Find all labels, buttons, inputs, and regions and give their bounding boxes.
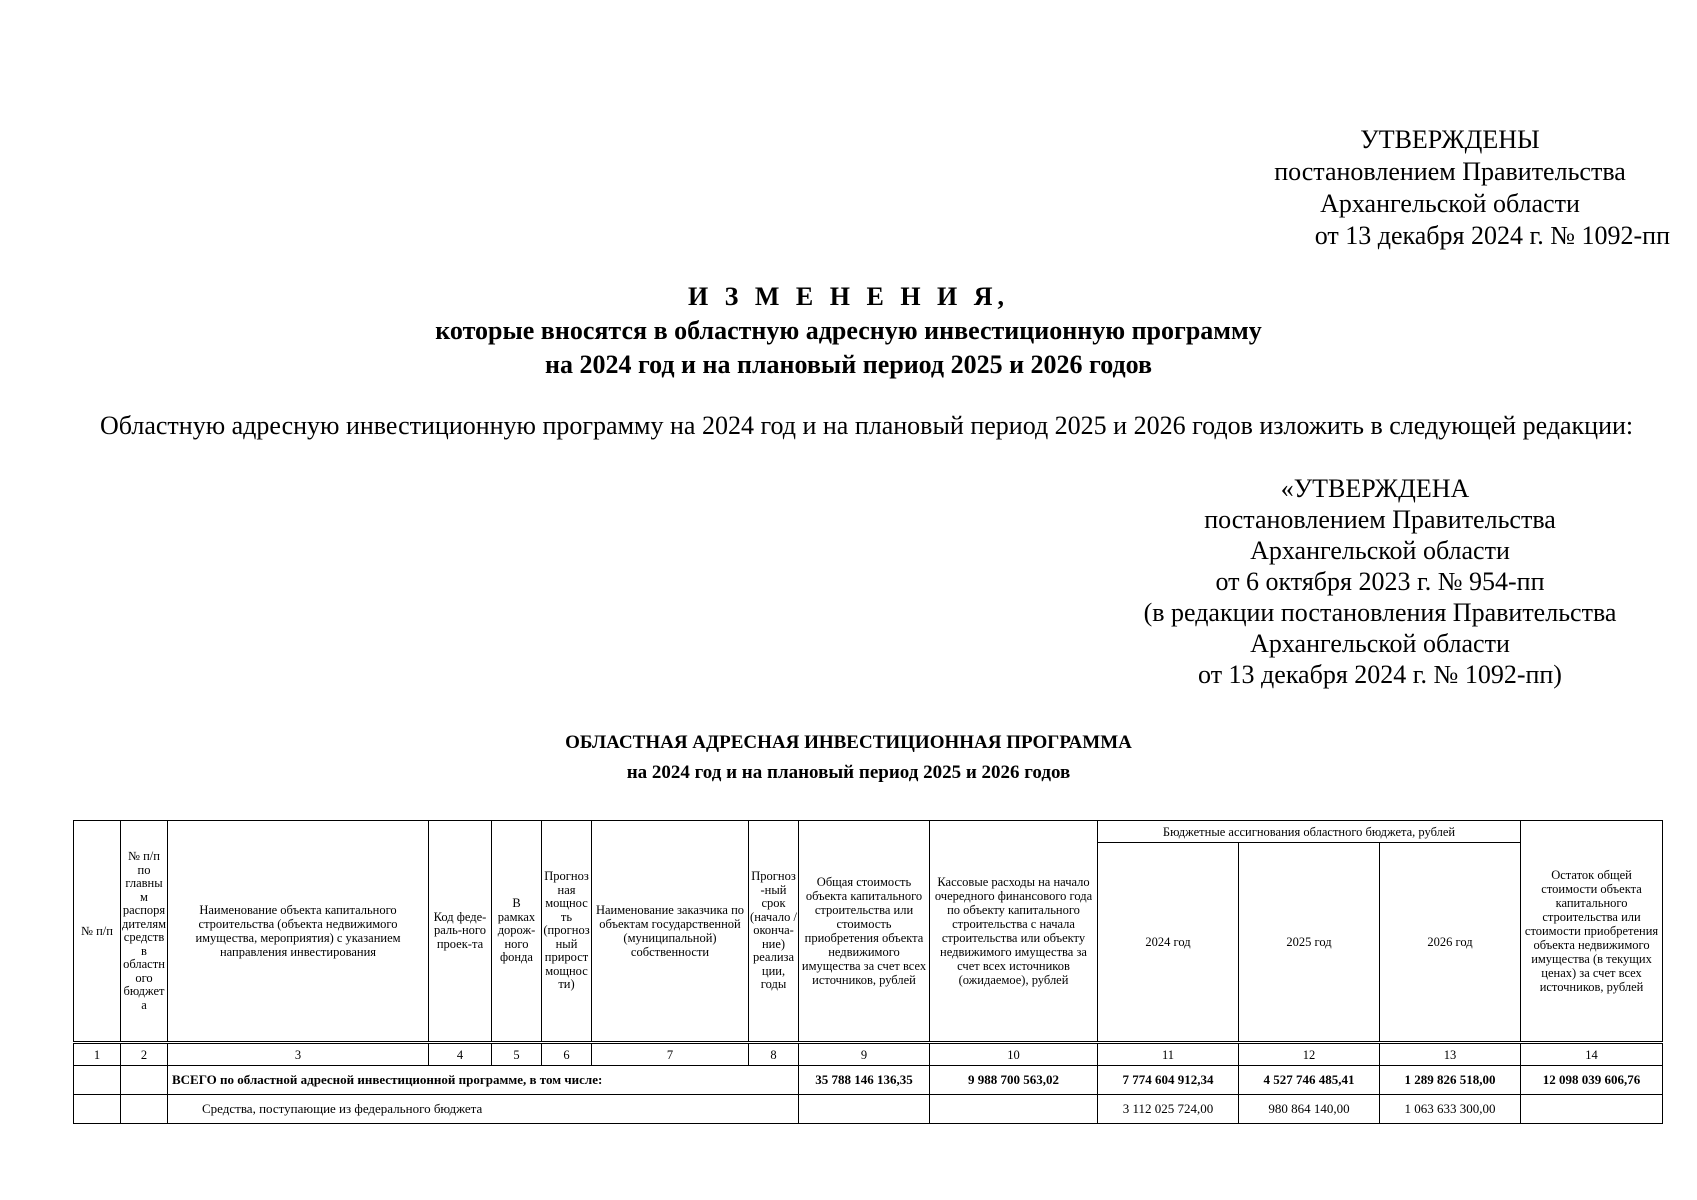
allocation-2025-value: 4 527 746 485,41 (1239, 1066, 1380, 1095)
header-federal-project-code: Код феде-раль-ного проек-та (429, 821, 492, 1043)
federal-row-label: Средства, поступающие из федерального бюджета (168, 1095, 799, 1124)
header-road-fund: В рамках дорож-ного фонда (492, 821, 542, 1043)
header-year-2026: 2026 год (1380, 843, 1521, 1043)
column-number: 3 (168, 1043, 429, 1066)
header-total-cost: Общая стоимость объекта капитального строительства или стоимость приобретения объекта недвижимого имущества за счет всех источников, рублей (799, 821, 930, 1043)
column-number: 10 (930, 1043, 1098, 1066)
approval-line: (в редакции постановления Правительства (1143, 598, 1617, 627)
column-number: 11 (1098, 1043, 1239, 1066)
program-title-line: ОБЛАСТНАЯ АДРЕСНАЯ ИНВЕСТИЦИОННАЯ ПРОГРАММА (565, 732, 1132, 753)
column-number: 9 (799, 1043, 930, 1066)
header-row-number: № п/п (74, 821, 121, 1043)
allocation-2024-value: 7 774 604 912,34 (1098, 1066, 1239, 1095)
approval-line: постановлением Правительства (1274, 157, 1626, 186)
column-number: 5 (492, 1043, 542, 1066)
column-number: 1 (74, 1043, 121, 1066)
header-distributor-number: № п/п по главным распорядителям средств в областного бюджета (121, 821, 168, 1043)
header-forecast-capacity: Прогнозная мощность (прогнозный прирост мощности) (542, 821, 592, 1043)
column-number: 12 (1239, 1043, 1380, 1066)
total-cost-value: 35 788 146 136,35 (799, 1066, 930, 1095)
approval-block-top (1230, 124, 1670, 252)
total-row-distributor (121, 1066, 168, 1095)
federal-2025-value: 980 864 140,00 (1239, 1095, 1380, 1124)
approval-block-program (1120, 473, 1640, 690)
intro-paragraph: Областную адресную инвестиционную программу на 2024 год и на плановый период 2025 и 2026 годов изложить в следующей редакции: (100, 411, 1634, 440)
header-customer-name: Наименование заказчика по объектам государственной (муниципальной) собственности (592, 821, 749, 1043)
header-object-name: Наименование объекта капитального строительства (объекта недвижимого имущества, мероприятия) с указанием направления инвестирования (168, 821, 429, 1043)
cash-expenses-value: 9 988 700 563,02 (930, 1066, 1098, 1095)
approval-line: Архангельской области (1250, 536, 1510, 565)
program-title-period: на 2024 год и на плановый период 2025 и 2026 годов (626, 762, 1071, 783)
approval-heading: УТВЕРЖДЕНЫ (1360, 125, 1540, 154)
approval-line: Архангельской области (1250, 629, 1510, 658)
federal-2024-value: 3 112 025 724,00 (1098, 1095, 1239, 1124)
total-row-number (74, 1066, 121, 1095)
approval-line: Архангельской области (1320, 189, 1580, 218)
allocation-2026-value: 1 289 826 518,00 (1380, 1066, 1521, 1095)
column-number: 13 (1380, 1043, 1521, 1066)
total-row (74, 1066, 1663, 1095)
header-implementation-period: Прогноз-ный срок (начало / оконча-ние) реализа ции, годы (749, 821, 799, 1043)
header-cash-expenses: Кассовые расходы на начало очередного финансового года по объекту капитального строительства с начала строительства или объекту недвижимого имущества за счет всех источников (ожидаемое), рублей (930, 821, 1098, 1043)
header-remaining-cost: Остаток общей стоимости объекта капитального строительства или стоимости приобретения объекта недвижимого имущества (в текущих ценах) за счет всех источников, рублей (1521, 821, 1663, 1043)
header-budget-allocations: Бюджетные ассигнования областного бюджета, рублей (1098, 821, 1521, 843)
column-number: 7 (592, 1043, 749, 1066)
document-title (0, 280, 1697, 382)
approval-heading: «УТВЕРЖДЕНА (1280, 474, 1470, 503)
federal-total-cost (799, 1095, 930, 1124)
approval-date: от 13 декабря 2024 г. № 1092-пп) (1198, 660, 1562, 689)
column-number: 2 (121, 1043, 168, 1066)
federal-row-number (74, 1095, 121, 1124)
column-number-row (74, 1043, 1663, 1066)
column-number: 6 (542, 1043, 592, 1066)
header-year-2024: 2024 год (1098, 843, 1239, 1043)
federal-budget-row (74, 1095, 1663, 1124)
approval-line: постановлением Правительства (1204, 505, 1556, 534)
total-row-label: ВСЕГО по областной адресной инвестиционной программе, в том числе: (168, 1066, 799, 1095)
title-heading: И З М Е Н Е Н И Я, (687, 282, 1010, 311)
federal-row-distributor (121, 1095, 168, 1124)
column-number: 8 (749, 1043, 799, 1066)
federal-cash-expenses (930, 1095, 1098, 1124)
investment-program-table (73, 820, 1663, 1124)
approval-date: от 6 октября 2023 г. № 954-пп (1215, 567, 1545, 596)
title-period: на 2024 год и на плановый период 2025 и 2026 годов (544, 350, 1153, 379)
remaining-cost-value: 12 098 039 606,76 (1521, 1066, 1663, 1095)
header-year-2025: 2025 год (1239, 843, 1380, 1043)
title-subheading: которые вносятся в областную адресную инвестиционную программу (435, 316, 1262, 345)
column-number: 14 (1521, 1043, 1663, 1066)
column-number: 4 (429, 1043, 492, 1066)
program-title (0, 728, 1697, 788)
federal-remaining-cost (1521, 1095, 1663, 1124)
approval-date: от 13 декабря 2024 г. № 1092-пп (1314, 221, 1670, 250)
federal-2026-value: 1 063 633 300,00 (1380, 1095, 1521, 1124)
